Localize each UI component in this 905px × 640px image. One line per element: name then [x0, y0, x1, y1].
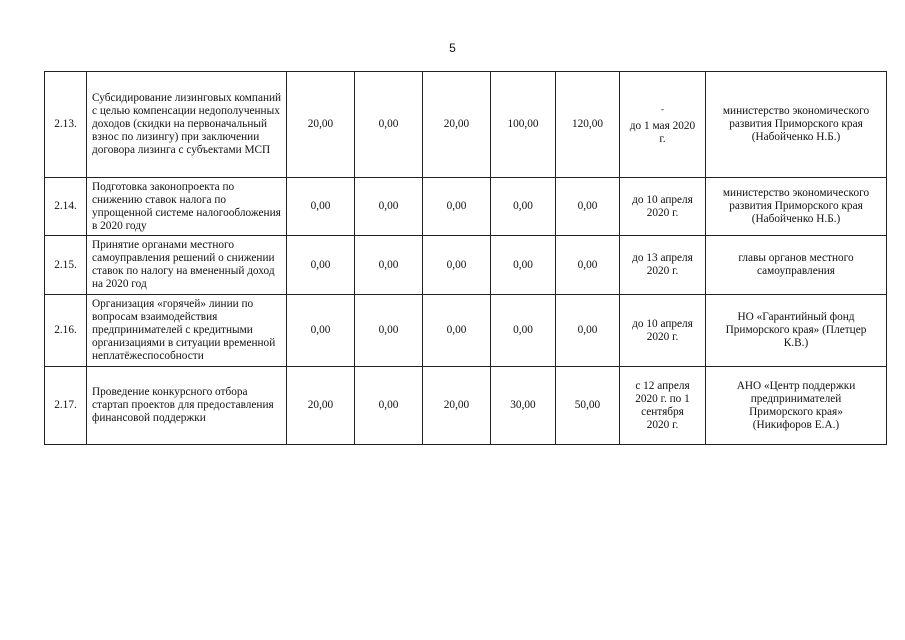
value-cell: 100,00 [491, 72, 556, 178]
value-cell: 20,00 [287, 72, 355, 178]
term-cell [620, 72, 706, 178]
value-cell: 0,00 [355, 178, 423, 236]
term-text: до 1 мая 2020 г. [629, 119, 696, 145]
responsible-cell: АНО «Центр поддержки предпринимателей Приморского края» (Никифоров Е.А.) [706, 367, 887, 445]
table-row [45, 178, 887, 236]
value-cell: 0,00 [355, 367, 423, 445]
row-number: 2.13. [45, 72, 87, 178]
value-cell: 0,00 [556, 178, 620, 236]
value-cell: 0,00 [423, 178, 491, 236]
value-cell: 0,00 [287, 236, 355, 295]
value-cell: 50,00 [556, 367, 620, 445]
value-cell: 0,00 [423, 295, 491, 367]
term-cell: до 13 апреля 2020 г. [620, 236, 706, 295]
page-number: 5 [449, 41, 456, 55]
table-row [45, 72, 887, 178]
measures-table [44, 71, 887, 445]
term-cell: до 10 апреля 2020 г. [620, 178, 706, 236]
responsible-cell: НО «Гарантийный фонд Приморского края» (Плетцер К.В.) [706, 295, 887, 367]
value-cell: 30,00 [491, 367, 556, 445]
row-number: 2.16. [45, 295, 87, 367]
value-cell: 0,00 [355, 236, 423, 295]
row-number: 2.14. [45, 178, 87, 236]
value-cell: 0,00 [423, 236, 491, 295]
value-cell: 0,00 [355, 295, 423, 367]
term-cell: до 10 апреля 2020 г. [620, 295, 706, 367]
value-cell: 20,00 [423, 367, 491, 445]
table-row [45, 367, 887, 445]
measure-description: Проведение конкурсного отбора стартап проектов для предоставления финансовой поддержки [87, 367, 287, 445]
measure-description: Субсидирование лизинговых компаний с целью компенсации недополученных доходов (скидки на первоначальный взнос по лизингу) при заключении договора лизинга с субъектами МСП [87, 72, 287, 178]
row-number: 2.17. [45, 367, 87, 445]
table-row [45, 236, 887, 295]
value-cell: 0,00 [491, 236, 556, 295]
value-cell: 0,00 [556, 295, 620, 367]
measure-description: Организация «горячей» линии по вопросам взаимодействия предпринимателей с кредитными организациями в ситуации временной неплатёжеспособности [87, 295, 287, 367]
dash-mark: - [661, 103, 664, 114]
table-row [45, 295, 887, 367]
term-cell: с 12 апреля 2020 г. по 1 сентября 2020 г. [620, 367, 706, 445]
value-cell: 120,00 [556, 72, 620, 178]
measure-description: Подготовка законопроекта по снижению ставок налога по упрощенной системе налогообложения в 2020 году [87, 178, 287, 236]
measure-description: Принятие органами местного самоуправления решений о снижении ставок по налогу на вмененный доход на 2020 год [87, 236, 287, 295]
value-cell: 0,00 [355, 72, 423, 178]
row-number: 2.15. [45, 236, 87, 295]
value-cell: 20,00 [423, 72, 491, 178]
value-cell: 0,00 [556, 236, 620, 295]
value-cell: 0,00 [287, 295, 355, 367]
responsible-cell: министерство экономического развития Приморского края (Набойченко Н.Б.) [706, 178, 887, 236]
value-cell: 20,00 [287, 367, 355, 445]
value-cell: 0,00 [491, 295, 556, 367]
value-cell: 0,00 [287, 178, 355, 236]
value-cell: 0,00 [491, 178, 556, 236]
responsible-cell: министерство экономического развития Приморского края (Набойченко Н.Б.) [706, 72, 887, 178]
responsible-cell: главы органов местного самоуправления [706, 236, 887, 295]
